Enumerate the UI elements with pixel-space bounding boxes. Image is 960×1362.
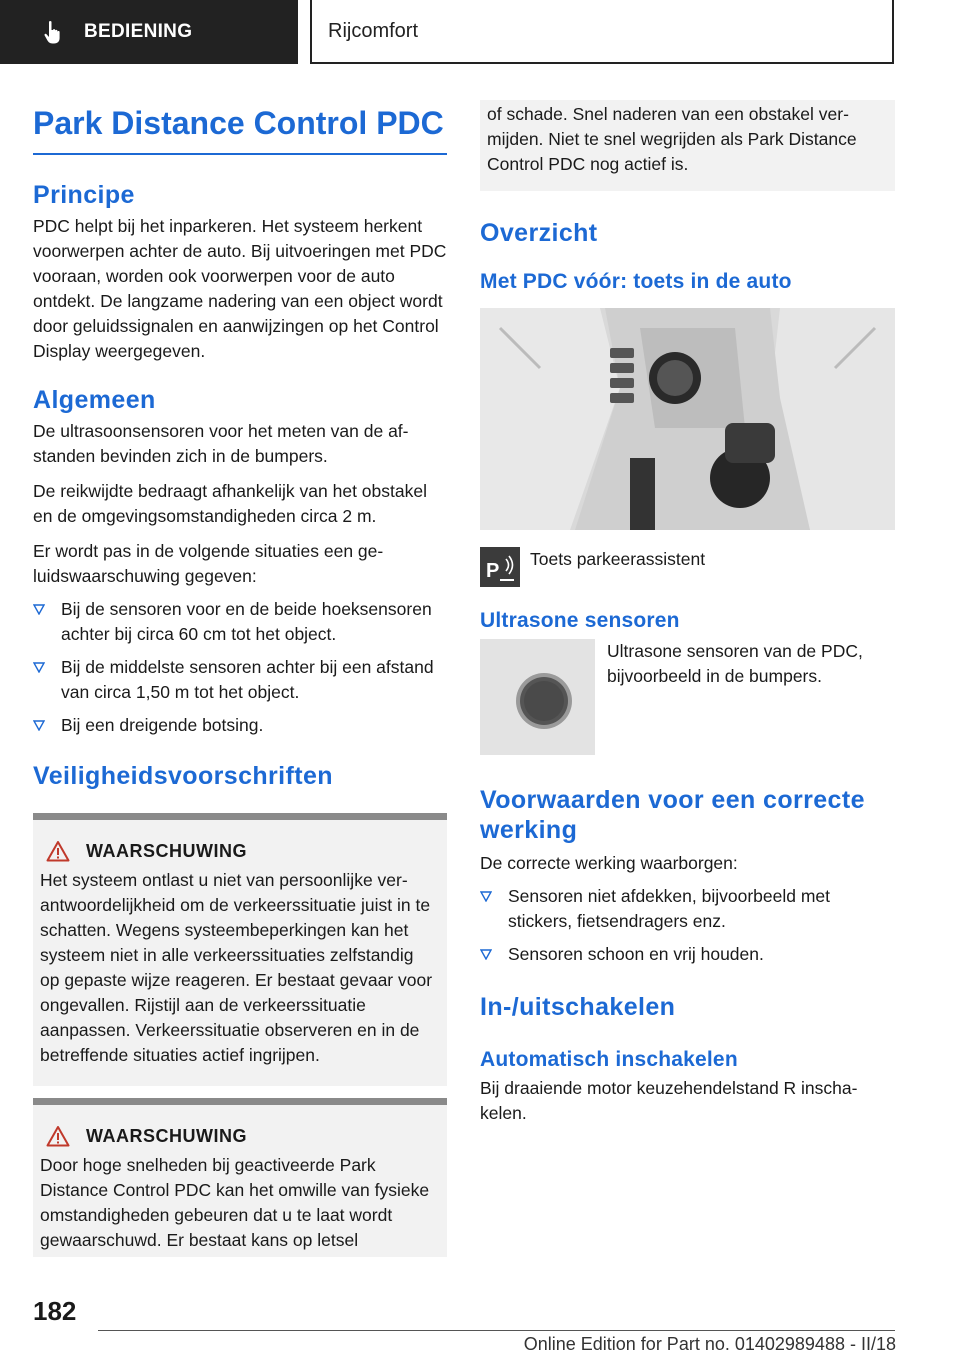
warning-box	[33, 813, 447, 1086]
triangle-bullet-icon	[33, 604, 45, 615]
list-item-text: Bij een dreigende botsing.	[61, 715, 264, 735]
list-item	[33, 655, 447, 705]
heading-ultrasone: Ultrasone sensoren	[480, 609, 680, 632]
schakelen-text: Bij draaiende motor keuzehendelstand R inschakelen.	[480, 1078, 858, 1123]
chapter-title: Rijcomfort	[328, 19, 419, 42]
button-legend-text: Toets parkeerassistent	[530, 549, 706, 569]
principe-text: PDC helpt bij het inparkeren. Het systeem herkent voorwerpen achter de auto. Bij uitvoeringen met PDC vooraan, worden ook voorwerpen voor de auto ontdekt. De langzame nadering van een object wordt door geluidssignalen en aanwijzingen op het Control Display weergegeven.	[33, 216, 447, 361]
page-number: 182	[33, 1296, 77, 1326]
heading-overzicht: Overzicht	[480, 219, 598, 247]
footer-divider	[98, 1330, 895, 1331]
hand-pointer-icon	[40, 19, 66, 45]
list-item	[480, 942, 895, 967]
list-item-text: Bij de sensoren voor en de beide hoeksensoren achter bij circa 60 cm tot het object.	[61, 599, 432, 644]
algemeen-text-3: Er wordt pas in de volgende situaties een geluidswaarschuwing gegeven:	[33, 541, 384, 586]
warning-triangle-icon	[46, 840, 70, 862]
warning-box	[33, 1098, 447, 1257]
page-title: Park Distance Control PDC	[33, 100, 447, 155]
list-item	[33, 597, 447, 647]
sensor-block	[480, 639, 895, 755]
heading-principe: Principe	[33, 181, 135, 209]
warning-header	[40, 1125, 437, 1147]
warning-text: Door hoge snelheden bij geactiveerde Park Distance Control PDC kan het omwille van fysieke omstandigheden gebeuren dat u te laat wordt gewaarschuwd. Er bestaat kans op letsel	[40, 1155, 430, 1250]
list-item	[480, 884, 895, 934]
warning-header	[40, 840, 437, 862]
section-label: BEDIENING	[84, 21, 193, 42]
warning-triangle-icon	[46, 1125, 70, 1147]
triangle-bullet-icon	[33, 662, 45, 673]
triangle-bullet-icon	[480, 891, 492, 902]
section-tab	[0, 0, 298, 64]
warning-continuation-text: of schade. Snel naderen van een obstakel vermijden. Niet te snel wegrijden als Park Distance Control PDC nog actief is.	[487, 104, 857, 174]
algemeen-text-2: De reikwijdte bedraagt afhankelijk van het obstakel en de omgevingsomstandigheden circa 2 m.	[33, 481, 427, 526]
svg-text:P: P	[486, 560, 500, 582]
heading-voorwaarden: Voorwaarden voor een correcte werking	[480, 786, 865, 844]
list-item-text: Bij de middelste sensoren achter bij een afstand van circa 1,50 m tot het object.	[61, 657, 434, 702]
sensor-text: Ultrasone sensoren van de PDC, bijvoorbeeld in de bumpers.	[607, 641, 863, 686]
park-assist-button-icon	[480, 547, 520, 587]
voorwaarden-intro: De correcte werking waarborgen:	[480, 853, 738, 873]
list-item-text: Sensoren schoon en vrij houden.	[508, 944, 764, 964]
list-item-text: Sensoren niet afdekken, bijvoorbeeld met stickers, fietsendragers enz.	[508, 886, 831, 931]
warning-continuation	[480, 100, 895, 191]
subheading-pdc-button: Met PDC vóór: toets in de auto	[480, 270, 792, 293]
ultrasonic-sensor-image	[480, 639, 595, 755]
warning-title: WAARSCHUWING	[86, 1125, 247, 1146]
right-column	[480, 100, 895, 1126]
center-console-image	[480, 308, 895, 530]
chapter-header	[310, 0, 894, 64]
button-legend	[480, 547, 895, 587]
heading-schakelen: In-/uitschakelen	[480, 993, 676, 1021]
subheading-automatisch: Automatisch inschakelen	[480, 1048, 738, 1071]
left-column	[33, 100, 447, 1257]
list-item	[33, 713, 447, 738]
warning-text: Het systeem ontlast u niet van persoonlijke verantwoordelijkheid om de verkeerssituatie juist in te schatten. Wegens systeembeperkingen kan het systeem niet in alle verkeerssituaties zelfstandig op gepaste wijze reageren. Er bestaat gevaar voor ongevallen. Rijstijl aan de verkeerssituatie aanpassen. Verkeerssituatie observeren en in de betreffende situaties actief ingrijpen.	[40, 870, 433, 1065]
algemeen-list	[33, 597, 447, 738]
edition-text: Online Edition for Part no. 01402989488 - II/18	[523, 1334, 896, 1354]
triangle-bullet-icon	[33, 720, 45, 731]
heading-algemeen: Algemeen	[33, 386, 156, 414]
voorwaarden-list	[480, 884, 895, 967]
triangle-bullet-icon	[480, 949, 492, 960]
heading-veiligheid: Veiligheidsvoorschriften	[33, 762, 333, 790]
algemeen-text-1: De ultrasoonsensoren voor het meten van de afstanden bevinden zich in de bumpers.	[33, 421, 409, 466]
warning-title: WAARSCHUWING	[86, 840, 247, 861]
